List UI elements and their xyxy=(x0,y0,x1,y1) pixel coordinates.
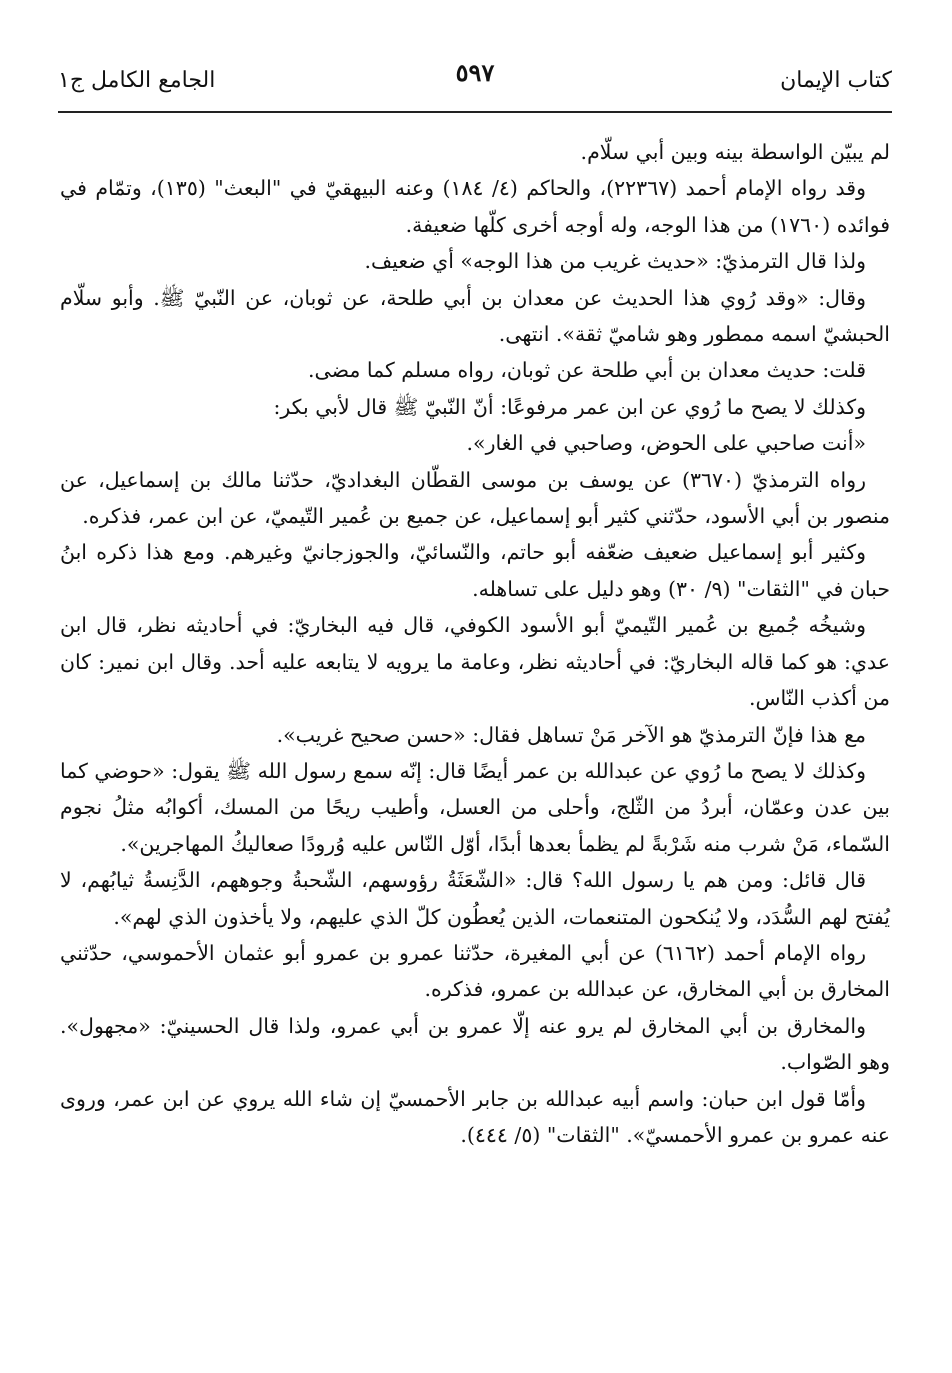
paragraph: «أنت صاحبي على الحوض، وصاحبي في الغار». xyxy=(466,431,866,456)
paragraph: رواه الترمذيّ (٣٦٧٠) عن يوسف بن موسى القطّان البغداديّ، حدّثنا مالك بن إسماعيل، عن منصور بن أبي الأسود، حدّثني كثير أبو إسماعيل، عن جميع بن عُمير التّيميّ، عن ابن عمر، فذكره. xyxy=(60,467,890,529)
paragraph: وأمّا قول ابن حبان: واسم أبيه عبدالله بن جابر الأحمسيّ إن شاء الله يروي عن ابن عمر، وروى عنه عمرو بن عمرو الأحمسيّ». "الثقات" (٥/ ٤٤٤). xyxy=(60,1086,890,1147)
paragraph: وكذلك لا يصح ما رُوي عن ابن عمر مرفوعًا: أنّ النّبيّ ﷺ قال لأبي بكر: xyxy=(273,394,866,419)
paragraph: رواه الإمام أحمد (٦١٦٢) عن أبي المغيرة، حدّثنا عمرو بن عمرو أبو عثمان الأحموسي، حدّثني المخارق بن أبي المخارق، عن عبدالله بن عمرو، فذكره. xyxy=(60,940,890,1002)
collection-title: الجامع الكامل ج١ xyxy=(58,67,216,93)
page-header xyxy=(58,52,892,108)
paragraph: قال قائل: ومن هم يا رسول الله؟ قال: «الشّعَثَةُ رؤوسهم، الشّحبةُ وجوههم، الدَّنِسةُ ثيابُهم، لا يُفتح لهم السُّدَد، ولا يُنكحون المتنعمات، الذين يُعطُون كلّ الذي عليهم، ولا يأخذون الذي لهم». xyxy=(60,868,890,929)
paragraph: قلت: حديث معدان بن أبي طلحة عن ثوبان، رواه مسلم كما مضى. xyxy=(308,358,866,383)
paragraph: وقال: «وقد رُوي هذا الحديث عن معدان بن أبي طلحة، عن ثوبان، عن النّبيّ ﷺ. وأبو سلّام الحبشيّ اسمه ممطور وهو شاميّ ثقة». انتهى. xyxy=(60,285,890,347)
page-number: ٥٩٧ xyxy=(455,58,495,87)
paragraph: مع هذا فإنّ الترمذيّ هو الآخر مَنْ تساهل فقال: «حسن صحيح غريب». xyxy=(276,722,866,747)
header-rule xyxy=(58,111,892,113)
paragraph: وشيخُه جُميع بن عُمير التّيميّ أبو الأسود الكوفي، قال فيه البخاريّ: في أحاديثه نظر، قال ابن عدي: هو كما قاله البخاريّ: في أحاديثه نظر، وعامة ما يرويه لا يتابعه عليه أحد. وقال ابن نمير: كان من أكذب النّاس. xyxy=(60,613,890,711)
paragraph: ولذا قال الترمذيّ: «حديث غريب من هذا الوجه» أي ضعيف. xyxy=(364,249,866,274)
paragraph: وكذلك لا يصح ما رُوي عن عبدالله بن عمر أيضًا قال: إنّه سمع رسول الله ﷺ يقول: «حوضي كما بين عدن وعمّان، أبردُ من الثّلج، وأحلى من العسل، وأطيب ريحًا من المسك، أكوابُه مثلُ نجوم السّماء، مَنْ شرب منه شَرْبةً لم يظمأ بعدها أبدًا، أوّل النّاس عليه وُرودًا صعاليكُ المهاجرين». xyxy=(60,758,890,856)
paragraph: وقد رواه الإمام أحمد (٢٢٣٦٧)، والحاكم (٤/ ١٨٤) وعنه البيهقيّ في "البعث" (١٣٥)، وتمّام في فوائده (١٧٦٠) من هذا الوجه، وله أوجه أخرى كلّها ضعيفة. xyxy=(60,176,890,237)
book-title: كتاب الإيمان xyxy=(780,67,892,93)
paragraph: لم يبيّن الواسطة بينه وبين أبي سلّام. xyxy=(580,140,890,164)
paragraph: وكثير أبو إسماعيل ضعيف ضعّفه أبو حاتم، والنّسائيّ، والجوزجانيّ وغيرهم. ومع هذا ذكره ابنُ حبان في "الثقات" (٩/ ٣٠) وهو دليل على تساهله. xyxy=(60,540,890,601)
paragraph: والمخارق بن أبي المخارق لم يرو عنه إلّا عمرو بن أبي عمرو، ولذا قال الحسينيّ: «مجهول». وهو الصّواب. xyxy=(60,1013,890,1075)
page-body xyxy=(60,134,890,1153)
